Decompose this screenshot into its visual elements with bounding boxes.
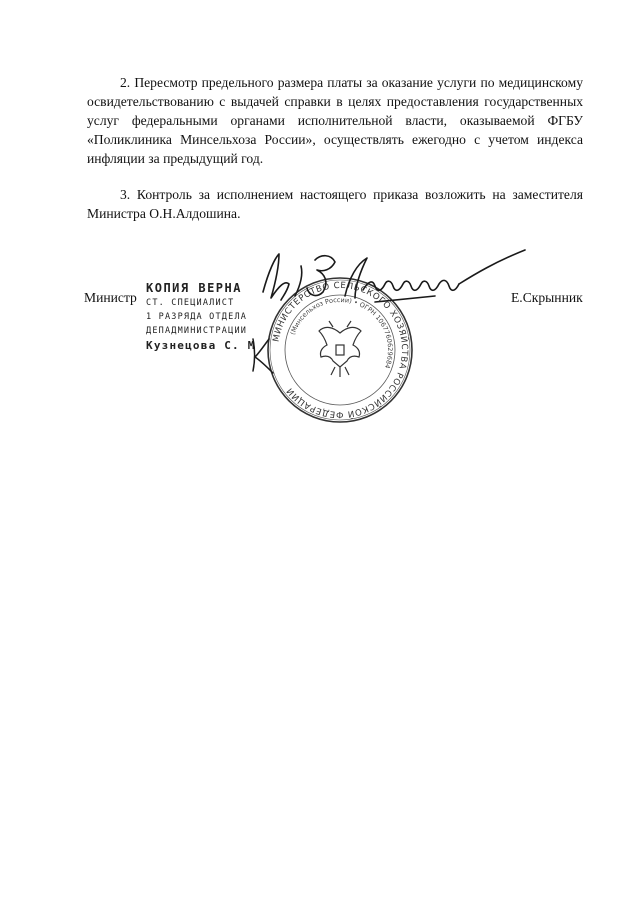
stamp-line-2: 1 РАЗРЯДА ОТДЕЛА — [146, 312, 248, 322]
handwritten-signature-icon — [245, 240, 535, 320]
stamp-line-3: ДЕПАДМИНИСТРАЦИИ — [146, 326, 248, 336]
seal-inner-text: (Минсельхоз России) • ОГРН 1067760629684 — [288, 295, 395, 370]
stamp-name: Кузнецова С. М — [146, 339, 256, 352]
minister-label: Министр — [84, 290, 137, 305]
stamp-title: КОПИЯ ВЕРНА — [146, 281, 242, 295]
signer-name: Е.Скрынник — [511, 290, 583, 305]
initial-mark-icon — [247, 335, 277, 375]
seal-outer-text: МИНИСТЕРСТВО СЕЛЬСКОГО ХОЗЯЙСТВА РОССИЙСКОЙ ФЕДЕРАЦИИ — [271, 280, 410, 420]
stamp-line-1: СТ. СПЕЦИАЛИСТ — [146, 298, 235, 308]
paragraph-2: 2. Пересмотр предельного размера платы за оказание услуги по медицинскому освидетельствованию с выдачей справки в целях предоставления государственных услуг федеральными органами исполнительной власти, оказываемой ФГБУ «Поликлиника Минсельхоза России», осуществлять ежегодно с учетом индекса инфляции за предыдущий год. — [87, 75, 583, 166]
paragraph-3: 3. Контроль за исполнением настоящего приказа возложить на заместителя Министра О.Н.Алдошина. — [87, 187, 583, 221]
